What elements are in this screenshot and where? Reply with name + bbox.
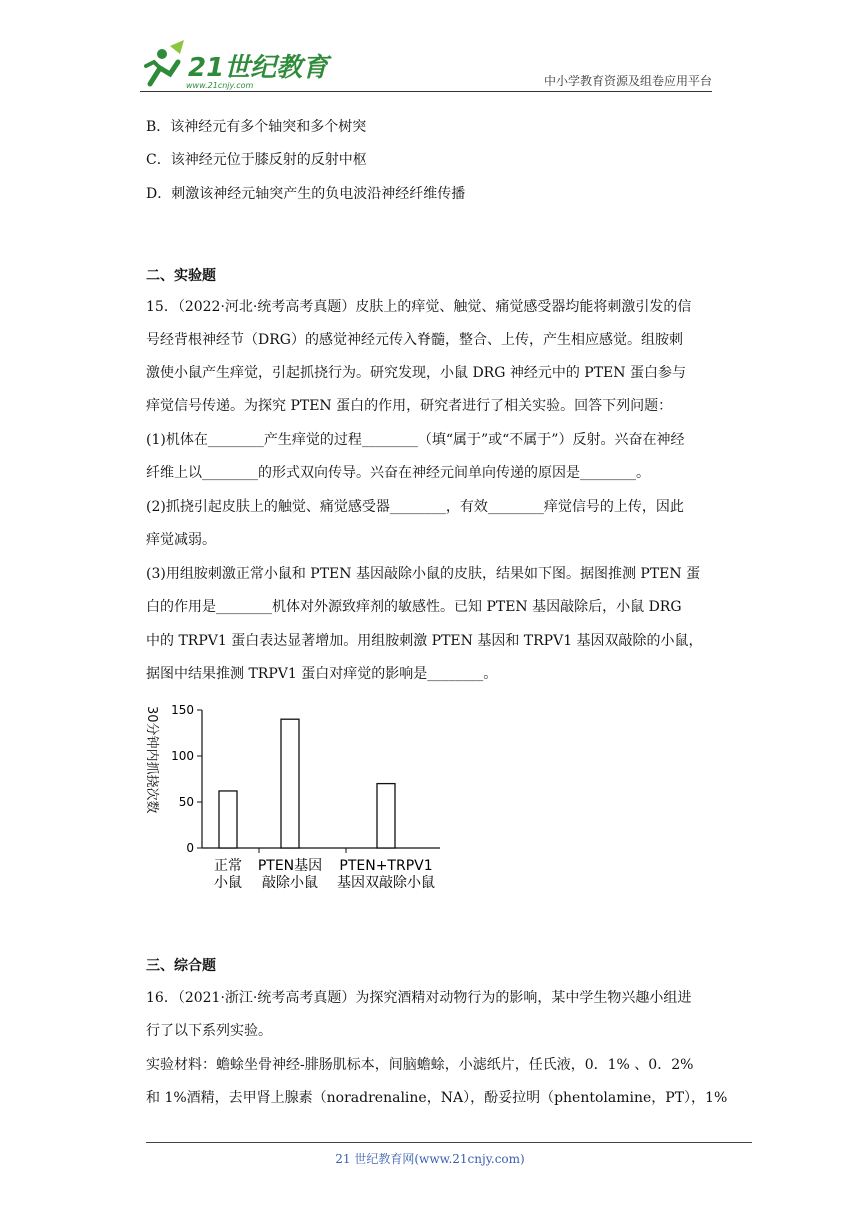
footer-divider xyxy=(146,1142,752,1143)
q15-line: (2)抓挠引起皮肤上的触觉、痛觉感受器________，有效________痒觉信号的上传，因此 xyxy=(146,499,684,515)
y-tick-label: 150 xyxy=(171,703,194,717)
category-label: 小鼠 xyxy=(214,875,242,891)
q16-line: 16．（2021·浙江·统考高考真题）为探究酒精对动物行为的影响，某中学生物兴趣小组进 xyxy=(146,990,692,1006)
footer-text: 21 世纪教育网(www.21cnjy.com) xyxy=(335,1152,525,1166)
runner-icon xyxy=(146,40,184,84)
category-label: 敲除小鼠 xyxy=(262,875,318,891)
platform-name: 中小学教育资源及组卷应用平台 xyxy=(543,74,712,88)
y-axis-label: 30分钟内抓挠次数 xyxy=(144,706,159,814)
site-logo xyxy=(140,40,340,94)
q15-line: 白的作用是________机体对外源致痒剂的敏感性。已知 PTEN 基因敲除后，小鼠 DRG xyxy=(146,599,682,615)
header-divider xyxy=(140,91,712,92)
q15-line: 激使小鼠产生痒觉，引起抓挠行为。研究发现，小鼠 DRG 神经元中的 PTEN 蛋白参与 xyxy=(146,365,686,381)
option-c: C．该神经元位于膝反射的反射中枢 xyxy=(146,152,367,168)
logo-url: www.21cnjy.com xyxy=(186,81,254,90)
q15-line: 号经背根神经节（DRG）的感觉神经元传入脊髓，整合、上传，产生相应感觉。组胺刺 xyxy=(146,332,683,348)
category-label: PTEN+TRPV1 xyxy=(339,858,433,874)
q16-line: 和 1%酒精，去甲肾上腺素（noradrenaline，NA），酚妥拉明（phentolamine，PT），1% xyxy=(146,1090,728,1106)
q15-line: 纤维上以________的形式双向传导。兴奋在神经元间单向传递的原因是________。 xyxy=(146,465,650,481)
category-label: PTEN基因 xyxy=(257,858,323,874)
bar xyxy=(377,784,395,848)
option-d: D．刺激该神经元轴突产生的负电波沿神经纤维传播 xyxy=(146,186,466,202)
category-label: 正常 xyxy=(214,858,242,874)
q16-line: 行了以下系列实验。 xyxy=(146,1023,272,1039)
y-tick-label: 0 xyxy=(186,841,194,855)
q15-line: 15．（2022·河北·统考高考真题）皮肤上的痒觉、触觉、痛觉感受器均能将刺激引发的信 xyxy=(146,299,692,315)
scratch-count-chart xyxy=(140,700,470,900)
bar xyxy=(281,719,299,848)
q15-line: 痒觉信号传递。为探究 PTEN 蛋白的作用，研究者进行了相关实验。回答下列问题： xyxy=(146,398,673,414)
section-title: 二、实验题 xyxy=(146,268,216,284)
q15-line: (3)用组胺刺激正常小鼠和 PTEN 基因敲除小鼠的皮肤，结果如下图。据图推测 PTEN 蛋 xyxy=(146,566,701,582)
q15-line: 痒觉减弱。 xyxy=(146,532,216,548)
bar xyxy=(219,791,237,848)
logo-text: 21世纪教育 xyxy=(188,53,329,83)
category-label: 基因双敲除小鼠 xyxy=(337,875,435,891)
q15-line: 据图中结果推测 TRPV1 蛋白对痒觉的影响是________。 xyxy=(146,666,498,682)
y-tick-label: 50 xyxy=(178,795,194,809)
q15-line: 中的 TRPV1 蛋白表达显著增加。用组胺刺激 PTEN 基因和 TRPV1 基因双敲除的小鼠， xyxy=(146,633,703,649)
q15-line: (1)机体在________产生痒觉的过程________（填“属于”或“不属于”）反射。兴奋在神经 xyxy=(146,432,685,448)
q16-line: 实验材料：蟾蜍坐骨神经-腓肠肌标本，间脑蟾蜍，小滤纸片，任氏液，0．1% 、0．2% xyxy=(146,1057,694,1073)
option-b: B．该神经元有多个轴突和多个树突 xyxy=(146,119,367,135)
section-title: 三、综合题 xyxy=(146,958,216,974)
y-tick-label: 100 xyxy=(171,749,194,763)
